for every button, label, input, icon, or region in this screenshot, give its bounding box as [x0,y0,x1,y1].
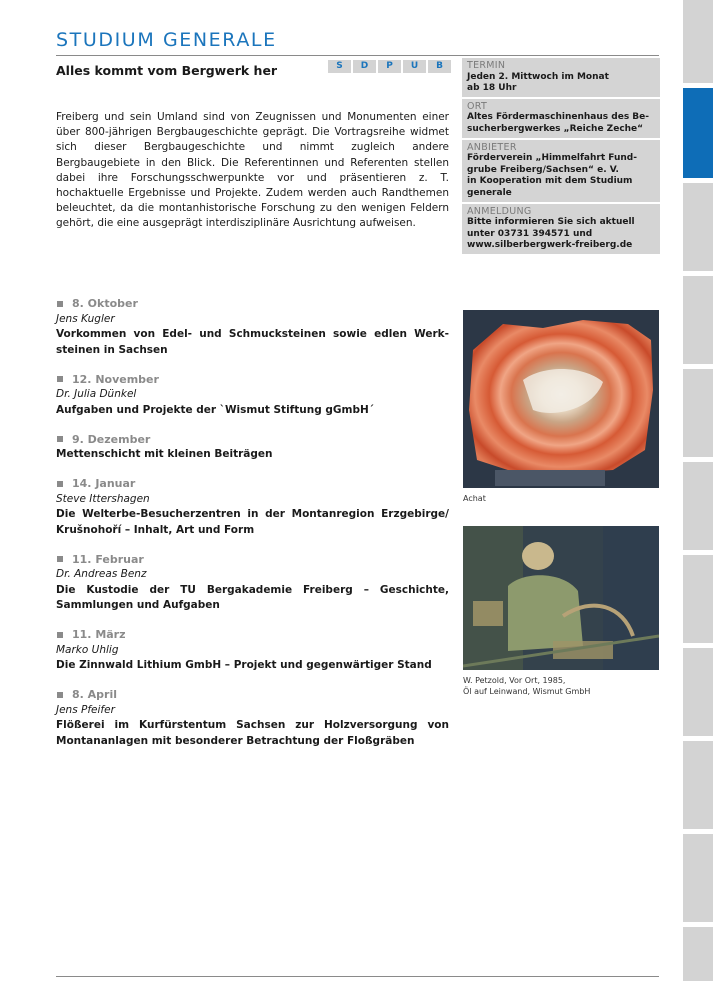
bullet-square-icon [57,436,63,442]
info-label: ORT [467,100,488,112]
intro-paragraph: Freiberg und sein Umland sind von Zeugnissen und Monumenten einer über 800-jährigen Bergbaugeschichte geprägt. Die Vortragsreihe widmet sich dieser Bergbaugeschichte und nimmt zugleich andere Bergbaugebiete in den Blick. Die Referentinnen und Referenten stellen dabei ihre Forschungsschwerpunkte vor und präsentieren z. T. hochaktuelle Ergebnisse und Projekte. Zudem werden auch Randthemen beleuchtet, da die montanhistorische Forschung zu den wenigen Feldern gehört, die eine ausgeprägt interdisziplinäre Ausrichtung aufweisen. [56,111,449,230]
section-tab[interactable] [683,927,713,981]
event-speaker: Dr. Andreas Benz [56,568,147,580]
info-value: unter 03731 394571 und [467,228,593,239]
info-value: generale [467,187,512,198]
section-tab[interactable] [683,369,713,457]
info-value: Förderverein „Himmelfahrt Fund- [467,153,637,164]
bullet-square-icon [57,376,63,382]
event-topic: Die Kustodie der TU Bergakademie Freiberg – Geschichte, Sammlungen und Aufgaben [56,583,449,611]
info-value: in Kooperation mit dem Studium [467,176,633,187]
bottom-divider [56,976,659,977]
event-list [56,296,449,763]
event-date: 8. Oktober [72,297,138,310]
info-label: ANBIETER [467,141,517,153]
event-item [56,476,449,538]
painting-caption [463,675,590,697]
painting-caption-line: Öl auf Leinwand, Wismut GmbH [463,687,591,696]
info-label: ANMELDUNG [467,205,532,217]
section-tab[interactable] [683,741,713,829]
event-date: 9. Dezember [72,432,151,446]
bullet-square-icon [57,556,63,562]
info-label: TERMIN [467,60,506,71]
badge-p: P [378,60,401,73]
section-tab-active[interactable] [683,88,713,178]
event-speaker: Steve Ittershagen [56,492,150,505]
section-tab[interactable] [683,183,713,271]
event-item [56,296,449,358]
section-tab[interactable] [683,276,713,364]
title-divider [56,55,659,56]
event-topic: Flößerei im Kurfürstentum Sachsen zur Holzversorgung von Montananlagen mit besonderer Betrachtung der Floßgräben [56,719,449,747]
category-badges [328,60,451,73]
info-value: grube Freiberg/Sachsen“ e. V. [467,164,619,175]
info-value: Jeden 2. Mittwoch im Monat [467,71,609,82]
section-tab[interactable] [683,0,713,83]
info-value: Bitte informieren Sie sich aktuell [467,217,635,228]
event-speaker: Jens Kugler [56,312,115,325]
info-value: sucherbergwerkes „Reiche Zeche“ [467,123,644,134]
event-speaker: Marko Uhlig [56,643,119,656]
info-termin [462,58,660,97]
section-tab[interactable] [683,555,713,643]
event-speaker: Jens Pfeifer [56,703,115,716]
agate-caption: Achat [463,494,486,503]
event-item [56,687,449,749]
event-topic: Die Zinnwald Lithium GmbH – Projekt und gegenwärtiger Stand [56,659,432,671]
event-topic: Mettenschicht mit kleinen Beiträgen [56,448,273,460]
info-value: www.silberbergwerk-freiberg.de [467,240,633,251]
event-item [56,372,449,419]
info-anbieter [462,140,660,202]
section-tab[interactable] [683,648,713,736]
event-speaker: Dr. Julia Dünkel [56,388,137,400]
agate-photo [463,310,659,488]
section-subtitle: Alles kommt vom Bergwerk her [56,63,278,78]
badge-d: D [353,60,376,73]
event-date: 11. März [72,628,126,641]
page-title: STUDIUM GENERALE [56,29,277,51]
info-value: ab 18 Uhr [467,83,517,94]
painting-image [463,526,659,670]
event-date: 11. Februar [72,552,144,566]
bullet-square-icon [57,632,63,638]
event-date: 14. Januar [72,477,136,490]
section-tab[interactable] [683,834,713,922]
event-topic: Die Welterbe-Besucherzentren in der Montanregion Erzgebirge/ Krušnohoří – Inhalt, Art und Form [56,508,449,536]
event-item [56,432,449,463]
info-anmeldung [462,204,660,254]
event-item [56,552,449,614]
section-tab[interactable] [683,462,713,550]
info-value: Altes Fördermaschinenhaus des Be- [467,112,650,123]
event-item [56,627,449,674]
event-topic: Vorkommen von Edel- und Schmucksteinen sowie edlen Werksteinen in Sachsen [56,328,449,356]
painting-caption-line: W. Petzold, Vor Ort, 1985, [463,676,566,685]
event-date: 8. April [72,688,118,701]
info-sidebar [462,58,660,256]
event-topic: Aufgaben und Projekte der `Wismut Stiftung gGmbH´ [56,403,375,416]
badge-b: B [428,60,451,73]
info-ort [462,99,660,138]
bullet-square-icon [57,301,63,307]
bullet-square-icon [57,692,63,698]
bullet-square-icon [57,481,63,487]
badge-u: U [403,60,426,73]
badge-s: S [328,60,351,73]
event-date: 12. November [72,372,159,386]
